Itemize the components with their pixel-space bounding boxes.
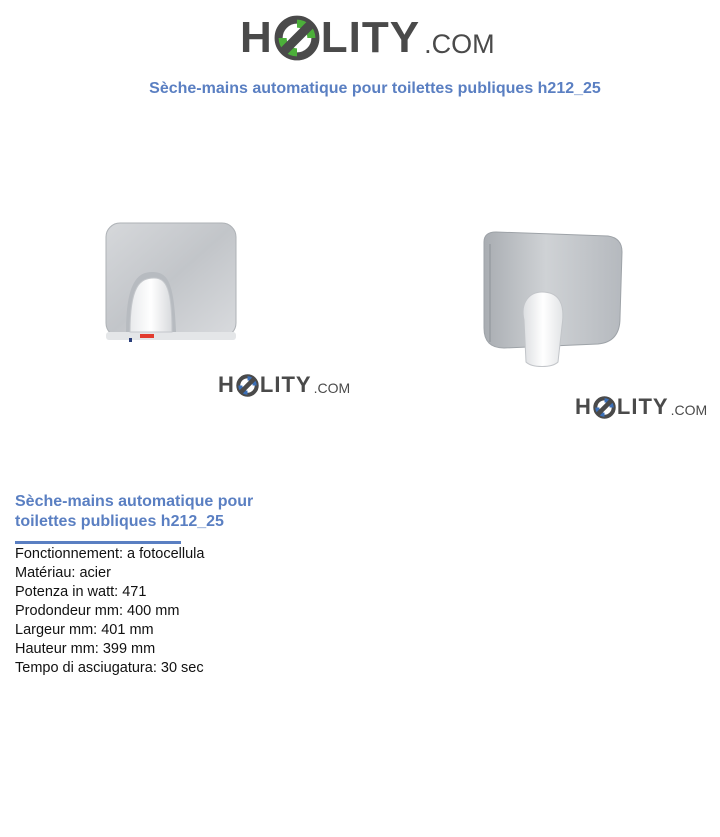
watermark-logo — [218, 372, 350, 398]
logo-letter-h: H — [575, 394, 592, 419]
logo-o-icon — [236, 374, 259, 397]
logo-letters-lity: LITY — [320, 13, 421, 62]
watermark-logo — [575, 394, 707, 420]
page-title: Sèche-mains automatique pour toilettes publiques h212_25 — [149, 80, 601, 97]
spec-item: Tempo di asciugatura: 30 sec — [15, 660, 204, 676]
site-logo[interactable] — [240, 12, 495, 64]
spec-item: Hauteur mm: 399 mm — [15, 641, 156, 657]
logo-o-icon — [274, 15, 320, 61]
logo-letters-lity: LITY — [259, 372, 312, 397]
spec-item: Potenza in watt: 471 — [15, 584, 147, 600]
product-image-front — [104, 220, 240, 346]
spec-item: Prodondeur mm: 400 mm — [15, 603, 180, 619]
logo-domain: .COM — [424, 28, 495, 59]
spec-list — [15, 545, 204, 678]
logo-domain: .COM — [313, 380, 351, 396]
spec-item: Fonctionnement: a fotocellula — [15, 546, 205, 562]
product-title-line: Sèche-mains automatique pour — [15, 493, 254, 510]
spec-item: Matériau: acier — [15, 565, 111, 581]
logo-letter-h: H — [240, 13, 273, 62]
logo-domain: .COM — [670, 402, 708, 418]
product-title-line: toilettes publiques h212_25 — [15, 513, 224, 530]
product-title — [15, 492, 285, 532]
logo-o-icon — [593, 396, 616, 419]
logo-letter-h: H — [218, 372, 235, 397]
product-image-angled — [480, 230, 624, 370]
title-underline — [15, 541, 181, 544]
spec-item: Largeur mm: 401 mm — [15, 622, 154, 638]
logo-letters-lity: LITY — [616, 394, 669, 419]
